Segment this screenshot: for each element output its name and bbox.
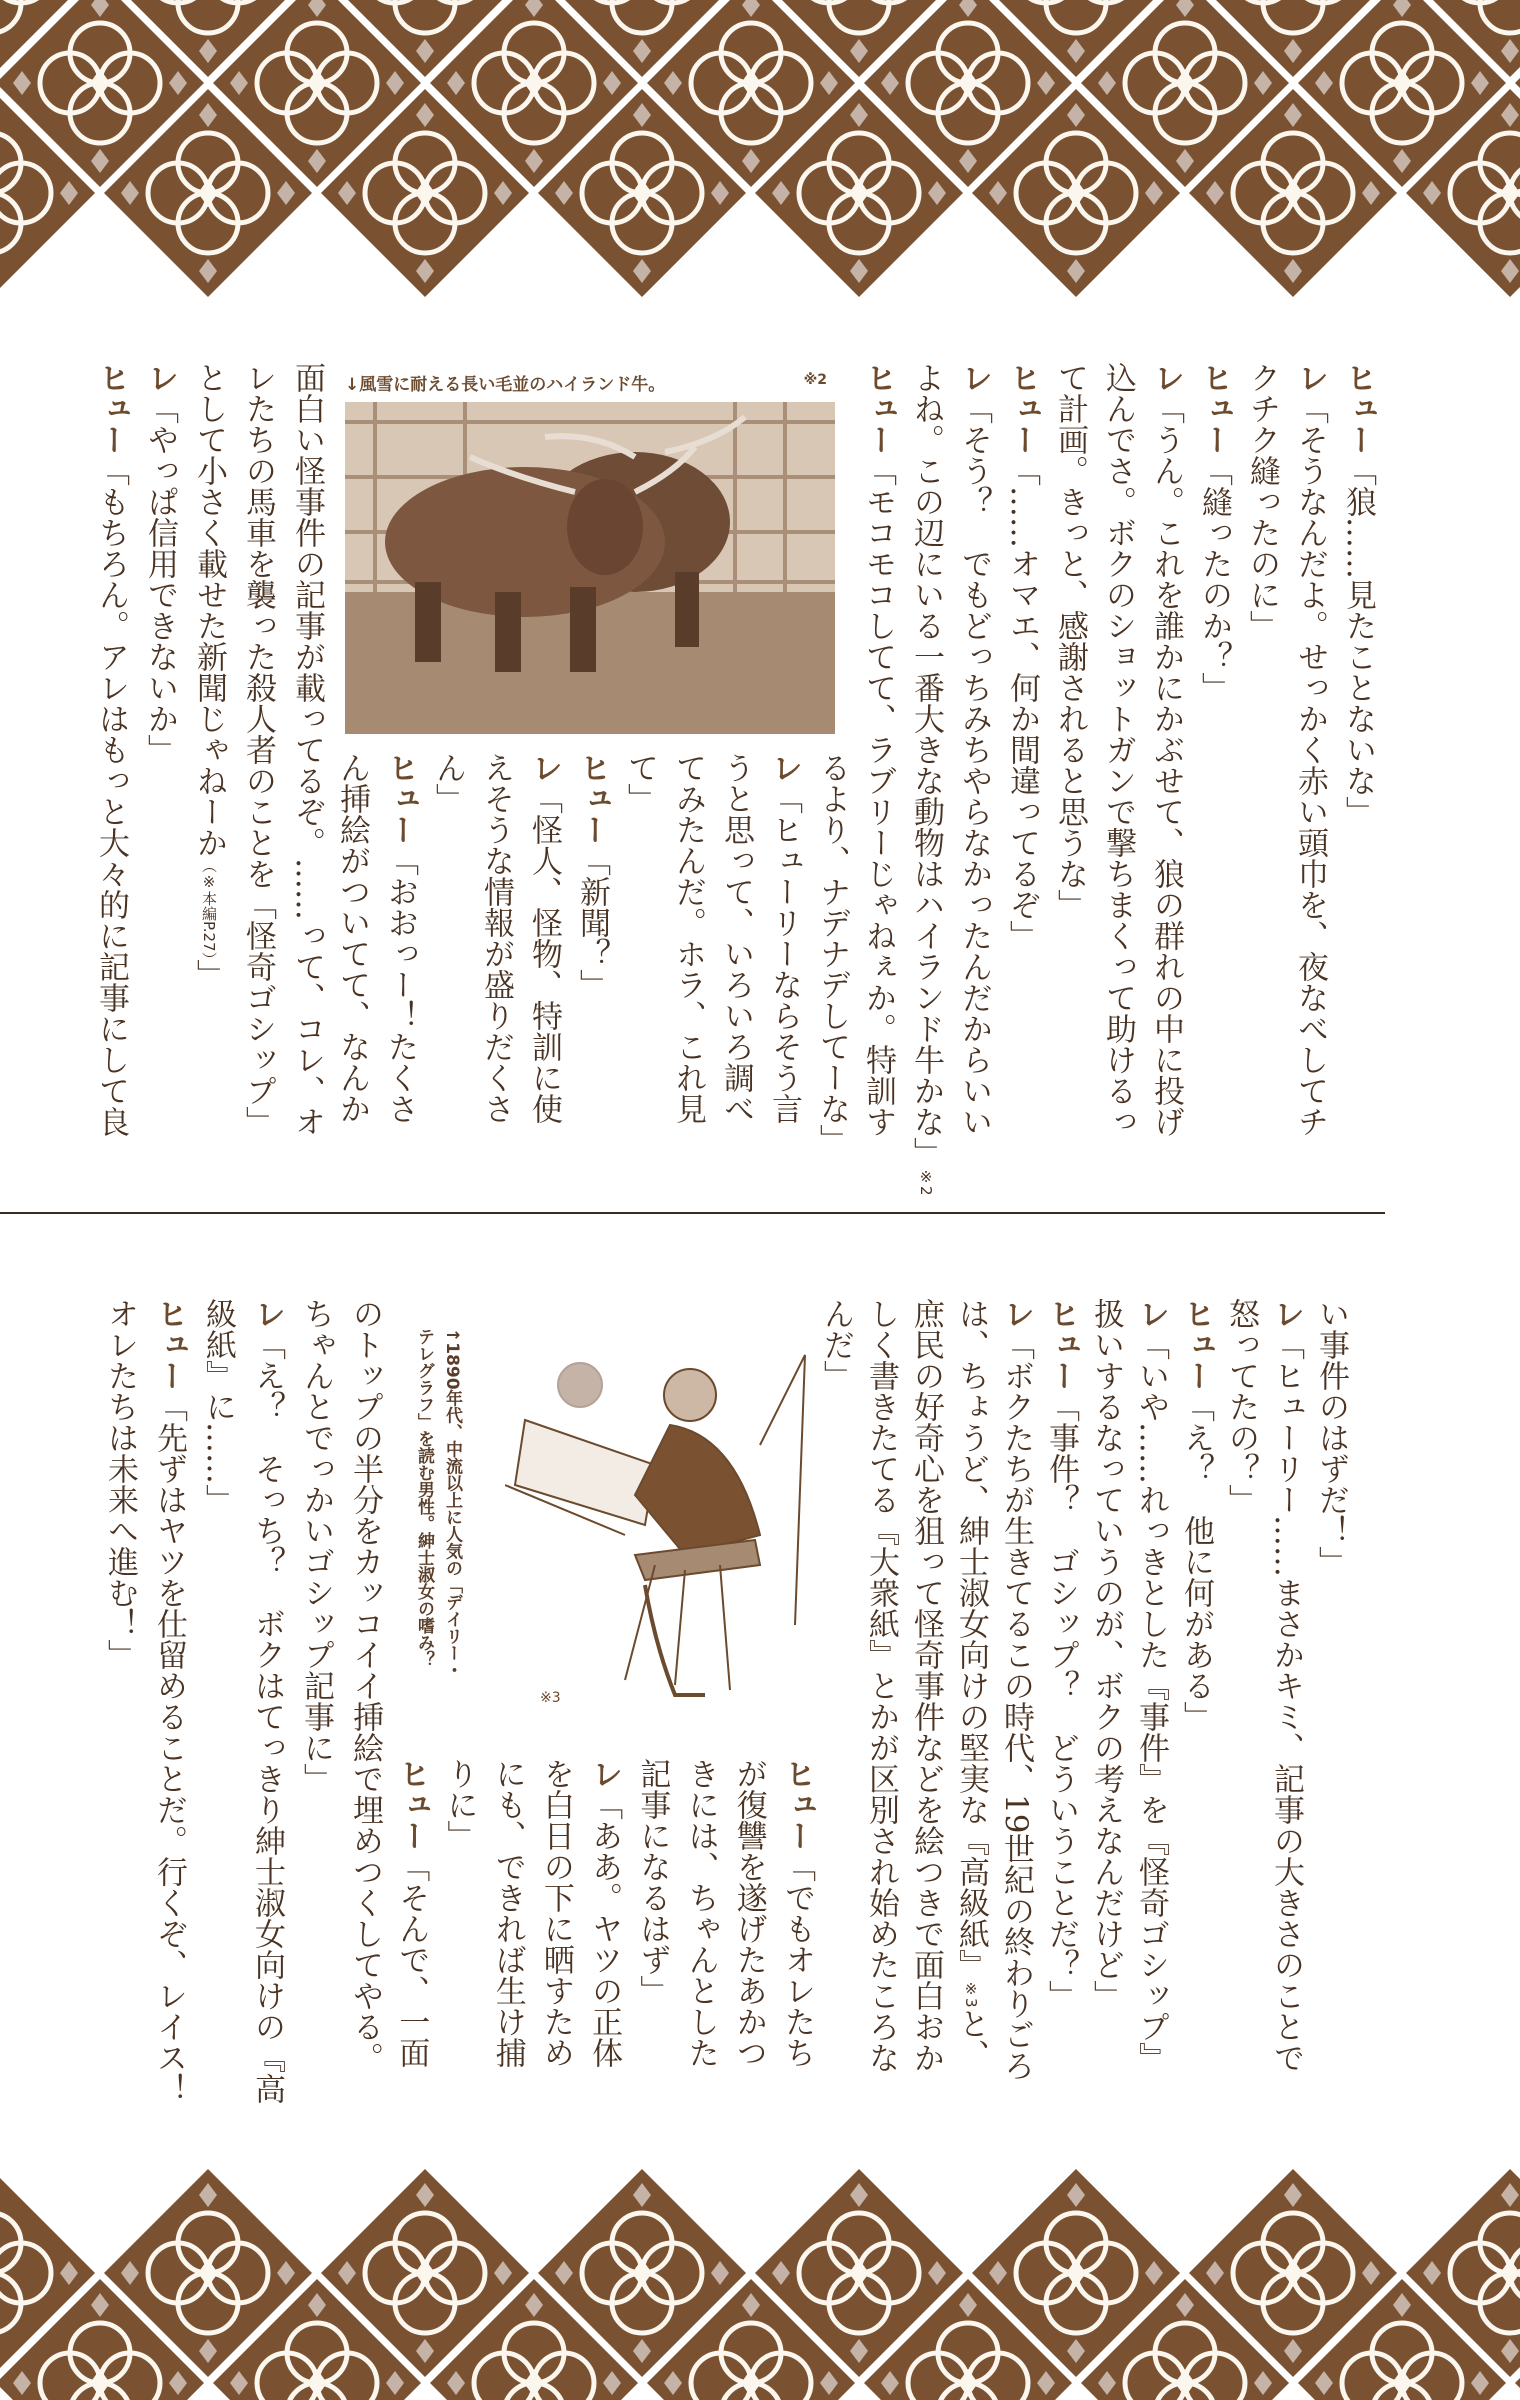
dialogue-text: 扱いするなっていうのが、ボクの考えなんだけど」 bbox=[1088, 1298, 1124, 2011]
text-column bbox=[663, 752, 711, 1147]
dialogue-text: 「新聞？」 bbox=[574, 845, 610, 1000]
speaker-label: ヒュー bbox=[1043, 1298, 1079, 1391]
speaker-label: ヒュー bbox=[382, 752, 418, 845]
ornamental-border-bottom bbox=[0, 2150, 1520, 2400]
illustration-caption bbox=[410, 1328, 466, 1748]
illustration-caption-line: テレグラフ」を読む男性。紳士淑女の嗜み？ bbox=[414, 1328, 434, 1668]
dialogue-text: 「縫ったのか？」 bbox=[1196, 455, 1232, 703]
dialogue-text: 記事になるはず」 bbox=[634, 1758, 671, 2006]
speaker-label: レ bbox=[956, 362, 992, 393]
text-column bbox=[949, 1298, 994, 2098]
speaker-label: レ bbox=[1133, 1298, 1169, 1329]
dialogue-text: んだ」 bbox=[818, 1298, 854, 1391]
speaker-label: ヒュー bbox=[1004, 362, 1040, 455]
text-column bbox=[627, 1758, 675, 2103]
dialogue-text: 「モコモコしてて、ラブリーじゃねぇか。特訓す bbox=[860, 455, 896, 1137]
dialogue-text: にも、できれば生け捕 bbox=[489, 1758, 526, 2068]
speaker-label: ヒュー bbox=[779, 1758, 815, 1851]
dialogue-text: 面白い怪事件の記事が載ってるぞ。……って、コレ、オ bbox=[289, 362, 325, 1137]
text-column bbox=[772, 1758, 820, 2103]
text-column bbox=[759, 752, 807, 1147]
dialogue-text: は、ちょうど、紳士淑女向けの堅実な『高級紙』 bbox=[953, 1298, 989, 1980]
dialogue-text: レたちの馬車を襲った殺人者のことを「怪奇ゴシップ」 bbox=[240, 362, 276, 1137]
dialogue-text: よね。この辺にいる一番大きな動物はハイランド牛かな」 bbox=[908, 362, 944, 1168]
section-divider bbox=[0, 1212, 1385, 1214]
dialogue-text: りに」 bbox=[441, 1758, 478, 1851]
dialogue-block-under-photo bbox=[327, 752, 855, 1155]
dialogue-text: しく書きたてる『大衆紙』とかが区別され始めたころな bbox=[863, 1298, 899, 2073]
text-column bbox=[290, 1298, 339, 2098]
dialogue-text: が復讐を遂げたあかつ bbox=[730, 1758, 767, 2068]
speaker-label: レ bbox=[1268, 1298, 1304, 1329]
dialogue-text: 怒ってたの？」 bbox=[1223, 1298, 1259, 1515]
text-column bbox=[241, 1298, 290, 2104]
text-column bbox=[94, 1298, 143, 2098]
text-column bbox=[519, 752, 567, 1147]
illustration-footnote-marker: ※3 bbox=[540, 1690, 561, 1706]
dialogue-block-under-illustration bbox=[386, 1758, 820, 2103]
text-column bbox=[997, 362, 1045, 1147]
dialogue-block-top-left bbox=[85, 362, 330, 1147]
dialogue-text: 庶民の好奇心を狙って怪奇事件などを絵つきで面白おか bbox=[908, 1298, 944, 2073]
speaker-label: ヒュー bbox=[93, 362, 129, 455]
speaker-label: ヒュー bbox=[1340, 362, 1376, 455]
dialogue-text: 「え？ そっち？ ボクはてっきり紳士淑女向けの『高 bbox=[249, 1329, 285, 2104]
dialogue-text: 」 bbox=[191, 959, 227, 991]
dialogue-text: 「そうなんだよ。せっかく赤い頭巾を、夜なべしてチ bbox=[1292, 393, 1328, 1137]
dialogue-text: 「先ずはヤツを仕留めることだ。行くぞ、レイス！ bbox=[151, 1391, 187, 2104]
text-column bbox=[579, 1758, 627, 2103]
text-column bbox=[724, 1758, 772, 2103]
text-column bbox=[183, 362, 232, 1147]
dialogue-text: い事件のはずだ！」 bbox=[1313, 1298, 1349, 1577]
speaker-label: レ bbox=[998, 1298, 1034, 1329]
dialogue-block-top-right bbox=[853, 362, 1381, 1196]
text-column bbox=[423, 752, 471, 1147]
dialogue-text: 「そう？ でもどっちみちやらなかったんだからいい bbox=[956, 393, 992, 1137]
dialogue-block-bottom-right bbox=[814, 1298, 1354, 2098]
dialogue-text: と、 bbox=[953, 2007, 989, 2070]
text-column bbox=[1219, 1298, 1264, 2098]
dialogue-text: 「怪人、怪物、特訓に使 bbox=[526, 783, 562, 1124]
text-column bbox=[1093, 362, 1141, 1147]
text-column bbox=[192, 1298, 241, 2098]
text-column bbox=[994, 1298, 1039, 2098]
dialogue-text: 「ボクたちが生きてるこの時代、19世紀の終わりごろ bbox=[998, 1329, 1034, 2082]
dialogue-text: ちゃんとでっかいゴシップ記事に」 bbox=[298, 1298, 334, 1794]
dialogue-text: 「うん。これを誰かにかぶせて、狼の群れの中に投げ bbox=[1148, 393, 1184, 1137]
photo-caption bbox=[345, 370, 835, 398]
text-column bbox=[904, 1298, 949, 2098]
text-column bbox=[1264, 1298, 1309, 2098]
dialogue-text: 「ヒューリーならそう言 bbox=[766, 783, 802, 1124]
text-column bbox=[1309, 1298, 1354, 2098]
text-column bbox=[1039, 1298, 1084, 2098]
dialogue-block-bottom-left bbox=[94, 1298, 388, 2104]
dialogue-text: きには、ちゃんとした bbox=[682, 1758, 719, 2068]
text-column bbox=[1084, 1298, 1129, 2098]
text-column bbox=[1174, 1298, 1219, 2098]
dialogue-text: 「でもオレたち bbox=[779, 1851, 815, 2068]
dialogue-text: るより、ナデナデしてーな」 bbox=[814, 752, 850, 1155]
dialogue-text: えそうな情報が盛りだくさ bbox=[478, 752, 514, 1124]
dialogue-text: として小さく載せた新聞じゃねーか bbox=[191, 362, 227, 858]
text-column bbox=[471, 752, 519, 1147]
text-column bbox=[85, 362, 134, 1147]
footnote-marker: ※3 bbox=[962, 1980, 980, 2008]
dialogue-text: 「狼……見たことないな」 bbox=[1340, 455, 1376, 827]
dialogue-text: て計画。きっと、感謝されると思うな」 bbox=[1052, 362, 1088, 920]
text-column bbox=[675, 1758, 723, 2103]
dialogue-text: 「ああ。ヤツの正体 bbox=[586, 1789, 623, 2068]
speaker-label: レ bbox=[142, 362, 178, 393]
text-column bbox=[434, 1758, 482, 2103]
text-column bbox=[807, 752, 855, 1155]
text-column bbox=[339, 1298, 388, 2098]
speaker-label: ヒュー bbox=[1178, 1298, 1214, 1391]
text-column bbox=[1141, 362, 1189, 1147]
text-column bbox=[375, 752, 423, 1147]
text-column bbox=[281, 362, 330, 1147]
text-column bbox=[143, 1298, 192, 2104]
text-column bbox=[1285, 362, 1333, 1147]
dialogue-text: 級紙』に……」 bbox=[200, 1298, 236, 1515]
ornamental-border-top bbox=[0, 0, 1520, 310]
speaker-label: レ bbox=[526, 752, 562, 783]
dialogue-text: オレたちは未来へ進む！」 bbox=[102, 1298, 138, 1670]
dialogue-text: 込んでさ。ボクのショットガンで撃ちまくって助けるっ bbox=[1100, 362, 1136, 1137]
dialogue-text: のトップの半分をカッコイイ挿絵で埋めつくしてやる。 bbox=[347, 1298, 383, 2073]
text-column bbox=[1189, 362, 1237, 1147]
text-column bbox=[1333, 362, 1381, 1147]
text-column bbox=[386, 1758, 434, 2103]
text-column bbox=[567, 752, 615, 1147]
photo-caption-text: ↓風雪に耐える長い毛並のハイランド牛。 bbox=[345, 375, 666, 395]
speaker-label: レ bbox=[586, 1758, 623, 1789]
dialogue-text: 「……オマエ、何か間違ってるぞ」 bbox=[1004, 455, 1040, 951]
dialogue-text: ん挿絵がついてて、なんか bbox=[334, 752, 370, 1124]
text-column bbox=[615, 752, 663, 1147]
text-column bbox=[901, 362, 949, 1196]
text-column bbox=[232, 362, 281, 1147]
text-column bbox=[1045, 362, 1093, 1147]
highland-cattle-photo bbox=[345, 402, 835, 734]
footnote-marker: ※2 bbox=[917, 1168, 935, 1196]
dialogue-text: ん」 bbox=[430, 752, 466, 814]
photo-footnote-marker: ※2 bbox=[803, 372, 827, 388]
text-column bbox=[949, 362, 997, 1147]
speaker-label: ヒュー bbox=[1196, 362, 1232, 455]
illustration-caption-line: ↑1890年代、中流以上に人気の「デイリー・ bbox=[442, 1328, 462, 1679]
text-column bbox=[711, 752, 759, 1147]
speaker-label: ヒュー bbox=[393, 1758, 430, 1851]
speaker-label: レ bbox=[249, 1298, 285, 1329]
speaker-label: レ bbox=[1148, 362, 1184, 393]
speaker-label: ヒュー bbox=[151, 1298, 187, 1391]
dialogue-text: うと思って、いろいろ調べ bbox=[718, 752, 754, 1124]
newspaper-reader-illustration bbox=[505, 1325, 820, 1720]
speaker-label: ヒュー bbox=[574, 752, 610, 845]
speaker-label: レ bbox=[1292, 362, 1328, 393]
footnote-marker: （※本編P.27） bbox=[200, 858, 218, 960]
dialogue-text: 「え？ 他に何がある」 bbox=[1178, 1391, 1214, 1732]
text-column bbox=[134, 362, 183, 1147]
text-column bbox=[859, 1298, 904, 2098]
text-column bbox=[327, 752, 375, 1147]
text-column bbox=[531, 1758, 579, 2103]
dialogue-text: 「いや……れっきとした『事件』を『怪奇ゴシップ』 bbox=[1133, 1329, 1169, 2073]
text-column bbox=[482, 1758, 530, 2103]
dialogue-text: クチク縫ったのに」 bbox=[1244, 362, 1280, 641]
dialogue-text: 「事件？ ゴシップ？ どういうことだ？」 bbox=[1043, 1391, 1079, 2011]
dialogue-text: 「おおっー！たくさ bbox=[382, 845, 418, 1124]
dialogue-text: て」 bbox=[622, 752, 658, 814]
text-column bbox=[853, 362, 901, 1147]
dialogue-text: を白日の下に晒すため bbox=[537, 1758, 574, 2068]
dialogue-text: 「ヒューリー……まさかキミ、記事の大きさのことで bbox=[1268, 1329, 1304, 2073]
text-column bbox=[1237, 362, 1285, 1147]
speaker-label: レ bbox=[766, 752, 802, 783]
speaker-label: ヒュー bbox=[860, 362, 896, 455]
dialogue-text: 「やっぱ信用できないか」 bbox=[142, 393, 178, 765]
text-column bbox=[1129, 1298, 1174, 2098]
dialogue-text: 「もちろん。アレはもっと大々的に記事にして良 bbox=[93, 455, 129, 1137]
text-column bbox=[814, 1298, 859, 2098]
dialogue-text: 「そんで、一面 bbox=[393, 1851, 430, 2068]
dialogue-text: てみたんだ。ホラ、これ見 bbox=[670, 752, 706, 1124]
